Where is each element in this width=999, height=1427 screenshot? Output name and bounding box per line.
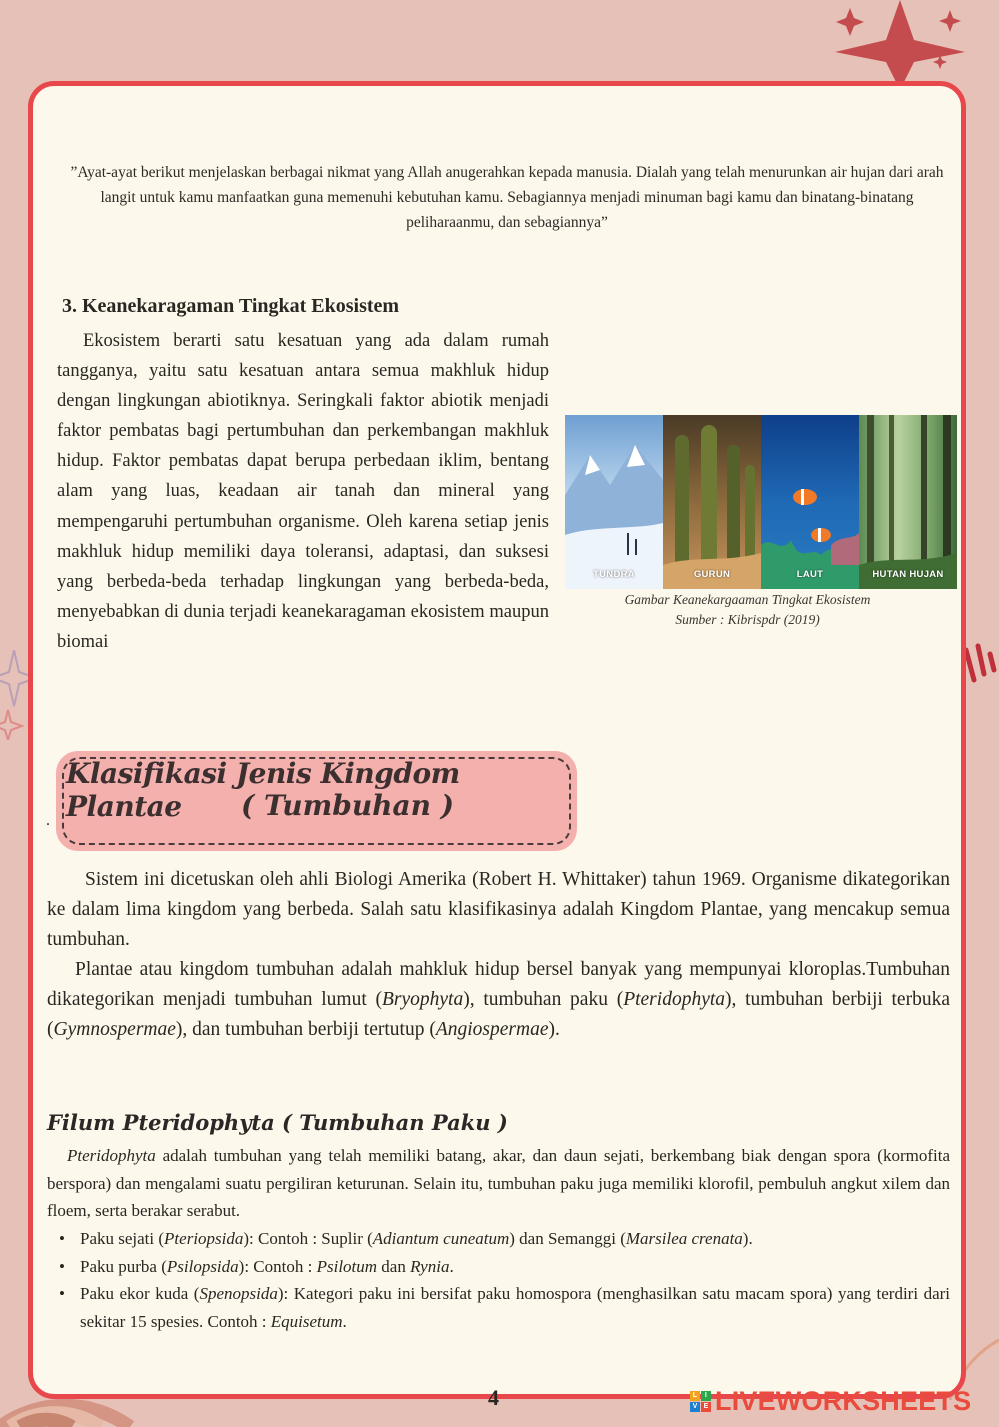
gurun-panel xyxy=(663,415,761,589)
ecosystem-paragraph: Ekosistem berarti satu kesatuan yang ada dalam rumah tangganya, yaitu satu kesatuan antara semua makhluk hidup dengan lingkungan abiotiknya. Seringkali faktor abiotik menjadi faktor pembatas bagi pertumbuhan dan perkembangan makhluk hidup. Faktor pembatas dapat berupa perbedaan iklim, bentang alam yang luas, keadaan air tanah dan mineral yang mempengaruhi pertumbuhan organisme. Oleh karena setiap jenis makhluk hidup memiliki daya toleransi, adaptasi, dan suksesi yang berbeda-beda terhadap lingkungan yang berbeda-beda, menyebabkan di dunia terjadi keanekaragaman ekosistem maupun biomai xyxy=(57,331,549,652)
list-item: • Paku ekor kuda (Spenopsida): Kategori paku ini bersifat paku homospora (menghasilkan satu macam spora) yang terdiri dari sekitar 15 spesies. Contoh : Equisetum. xyxy=(59,1284,950,1331)
filum-title: Filum Pteridophyta ( Tumbuhan Paku ) xyxy=(47,1110,508,1135)
pteridophyta-list xyxy=(47,1225,950,1335)
panel-label: GURUN xyxy=(693,569,731,580)
liveworksheets-logo-icon: L I V E xyxy=(690,1391,711,1412)
page-number: 4 xyxy=(488,1385,499,1410)
banner-subtitle: ( Tumbuhan ) xyxy=(241,789,455,822)
list-item: • Paku purba (Psilopsida): Contoh : Psilotum dan Rynia. xyxy=(59,1256,454,1276)
star-decoration-top-right xyxy=(790,0,990,90)
figure-caption xyxy=(565,590,930,630)
stray-dot: . xyxy=(46,812,50,829)
ecosystem-figure xyxy=(565,415,957,589)
filum-paragraph: Pteridophyta adalah tumbuhan yang telah memiliki batang, akar, dan daun sejati, berkembang biak dengan spora (kormofita berspora) dan mengalami suatu pergiliran keturunan. Selain itu, tumbuhan paku juga memiliki klorofil, pembuluh angkut xilem dan floem, serta berakar serabut. xyxy=(47,1146,950,1220)
section-title: 3. Keanekaragaman Tingkat Ekosistem xyxy=(62,295,400,317)
quran-quote: ”Ayat-ayat berikut menjelaskan berbagai nikmat yang Allah anugerahkan kepada manusia. Dialah yang telah menurunkan air hujan dari arah langit untuk kamu manfaatkan guna memenuhi kebutuhan kamu. Sebagiannya menjadi minuman bagi kamu dan binatang-binatang peliharaanmu, dan sebagiannya” xyxy=(70,164,944,231)
caption-source: Sumber : Kibrispdr (2019) xyxy=(675,612,820,627)
watermark-text: LIVEWORKSHEETS xyxy=(715,1386,972,1416)
caption-title: Gambar Keanekargaaman Tingkat Ekosistem xyxy=(624,592,871,607)
banner-title: Klasifikasi Jenis Kingdom Plantae xyxy=(66,757,460,823)
liveworksheets-watermark xyxy=(690,1386,971,1417)
panel-label: LAUT xyxy=(796,569,824,580)
list-item: • Paku sejati (Pteriopsida): Contoh : Suplir (Adiantum cuneatum) dan Semanggi (Marsilea crenata). xyxy=(59,1229,753,1248)
plantae-paragraph: Plantae atau kingdom tumbuhan adalah mahkluk hidup bersel banyak yang mempunyai kloroplas.Tumbuhan dikategorikan menjadi tumbuhan lumut (Bryophyta), tumbuhan paku (Pteridophyta), tumbuhan berbiji terbuka (Gymnospermae), dan tumbuhan berbiji tertutup (Angiospermae). xyxy=(47,959,950,1041)
whittaker-paragraph: Sistem ini dicetuskan oleh ahli Biologi Amerika (Robert H. Whittaker) tahun 1969. Organisme dikategorikan ke dalam lima kingdom yang berbeda. Salah satu klasifikasinya adalah Kingdom Plantae, yang mencakup semua tumbuhan. xyxy=(47,869,950,951)
tundra-panel xyxy=(565,415,663,589)
panel-label: HUTAN HUJAN xyxy=(872,569,944,580)
panel-label: TUNDRA xyxy=(593,569,635,580)
kingdom-banner xyxy=(56,751,577,851)
hutan-hujan-panel xyxy=(859,415,957,589)
laut-panel xyxy=(761,415,859,589)
